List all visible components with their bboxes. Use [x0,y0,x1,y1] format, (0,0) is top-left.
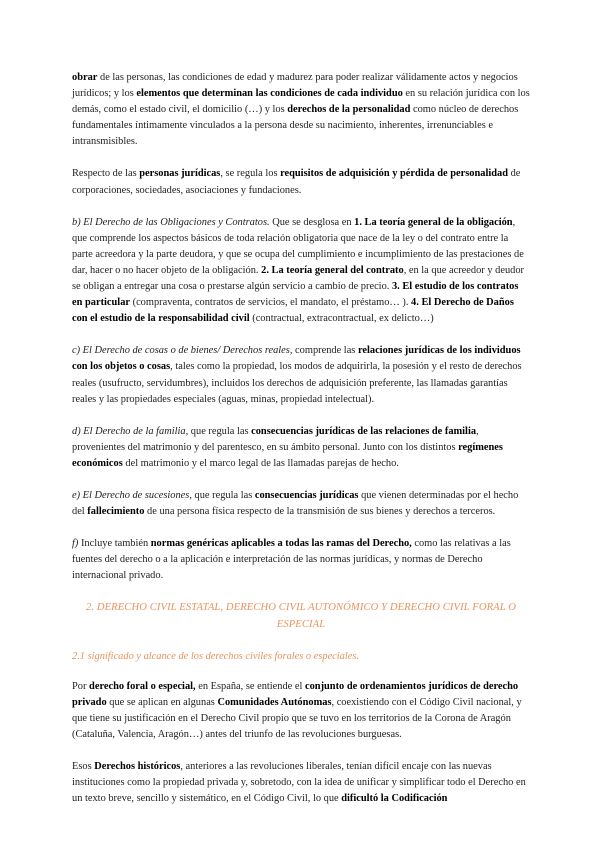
bold-text: consecuencias jurídicas [254,489,359,501]
paragraph-foral-definition [72,679,530,743]
bold-text: 4. El Derecho de Daños con el estudio de la responsabilidad civil [72,297,514,325]
body-text: (compraventa, contratos de servicios, el mandato, el préstamo… ). [130,297,412,309]
body-text: de corporaciones, sociedades, asociaciones y fundaciones. [72,168,521,196]
document-page [72,70,530,823]
paragraph-obligations [72,215,530,328]
paragraph-property [72,343,530,407]
bold-text: 1. La teoría general de la obligación [354,216,513,228]
body-text: (contractual, extracontractual, ex delicto…) [249,313,434,325]
body-text: Respecto de las [72,168,140,180]
body-text: , que comprende los aspectos básicos de toda relación obligatoria que nace de la ley o del contrato entre la parte acreedora y la parte deudora, y que se ocupa del cumplimiento e incumplimiento de las prestaciones de dar, hacer o no hacer objeto de la obligación. [72,216,524,276]
italic-text: e) El Derecho de sucesiones, [72,489,192,501]
italic-text: f) [72,538,79,550]
body-text: Que se desglosa en [269,216,355,228]
body-text: como las relativas a las fuentes del derecho o a la aplicación e interpretación de las normas jurídicas, y normas de Derecho internacional privado. [72,538,511,582]
bold-text: fallecimiento [87,506,145,518]
body-text: , se regula los [220,168,281,180]
bold-text: regímenes económicos [72,441,503,469]
bold-text: conjunto de ordenamientos jurídicos de derecho privado [72,680,519,708]
paragraph-legal-persons [72,166,530,198]
body-text: que regula las [188,425,252,437]
paragraph-historic-rights [72,759,530,807]
bold-text: derechos de la personalidad [287,104,411,116]
body-text: que vienen determinadas por el hecho del [72,489,519,518]
bold-text: consecuencias jurídicas de las relaciones de familia [251,425,477,437]
body-text: de las personas, las condiciones de edad y madurez para poder realizar válidamente actos y negocios jurídicos; y los [72,72,518,100]
paragraph-capacity [72,70,530,150]
body-text: , provenientes del matrimonio y del parentesco, en su ámbito personal. Junto con los distintos [72,425,479,453]
bold-text: derecho foral o especial, [89,680,196,692]
body-text: como núcleo de derechos fundamentales íntimamente vinculados a la persona desde su nacimiento, inherentes, irrenunciables e intransmisibles. [72,104,519,148]
italic-text: b) El Derecho de las Obligaciones y Contratos. [72,216,270,228]
bold-text: requisitos de adquisición y pérdida de personalidad [280,168,508,180]
body-text: Por [72,680,90,692]
bold-text: personas jurídicas [139,168,221,180]
paragraph-general-norms [72,536,530,584]
bold-text: obrar [72,72,98,83]
body-text: del matrimonio y el marco legal de las llamadas parejas de hecho. [122,457,399,469]
bold-text: dificultó la Codificación [341,793,448,805]
bold-text: elementos que determinan las condiciones de cada individuo [136,88,403,100]
body-text: Incluye también [78,538,151,550]
body-text: , en la que acreedor y deudor se obligan a entregar una cosa o prestarse algún servicio a cambio de precio. [72,264,524,293]
bold-text: Comunidades Autónomas [217,696,332,708]
body-text: en su relación jurídica con los demás, como el estado civil, el domicilio (…) y los [72,88,530,116]
section-heading: 2. DERECHO CIVIL ESTATAL, DERECHO CIVIL AUTONÓMICO Y DERECHO CIVIL FORAL O ESPECIAL [85,602,517,630]
body-text: Esos [72,761,95,773]
italic-text: d) El Derecho de la familia, [72,425,189,437]
body-text: , coexistiendo con el Código Civil nacional, y que tiene su justificación en el Derecho Civil propio que se tuvo en los territorios de la Corona de Aragón (Cataluña, Valencia, Aragón…) antes del triunfo de las revoluciones burguesas. [72,696,522,740]
subsection-heading: 2.1 significado y alcance de los derechos civiles forales o especiales. [72,650,360,662]
body-text: comprende las [292,345,358,357]
body-text: que regula las [191,489,255,501]
paragraph-succession [72,488,530,520]
body-text: , anteriores a las revoluciones liberales, tenían difícil encaje con las nuevas instituciones como la propiedad privada y, sobretodo, con la idea de unificar y simplificar todo el Derecho en un texto breve, sencillo y sistemático, en el Código Civil, lo que [72,761,526,805]
paragraph-family [72,424,530,472]
body-text: que se aplican en algunas [106,696,218,708]
body-text: en España, se entiende el [195,680,305,692]
bold-text: 3. El estudio de los contratos en particular [72,281,519,309]
italic-text: c) El Derecho de cosas o de bienes/ Derechos reales, [72,345,293,357]
bold-text: 2. La teoría general del contrato [261,264,404,276]
body-text: , tales como la propiedad, los modos de adquirirla, la posesión y el resto de derechos reales (usufructo, servidumbres), incluidos los derechos de adquisición preferente, las llamadas garantías reales y las propiedades especiales (aguas, minas, propiedad intelectual). [72,361,522,405]
bold-text: relaciones jurídicas de los individuos con los objetos o cosas [72,345,521,373]
bold-text: Derechos históricos [94,761,181,773]
body-text: de una persona física respecto de la transmisión de sus bienes y derechos a terceros. [144,506,496,518]
bold-text: normas genéricas aplicables a todas las ramas del Derecho, [150,538,412,550]
